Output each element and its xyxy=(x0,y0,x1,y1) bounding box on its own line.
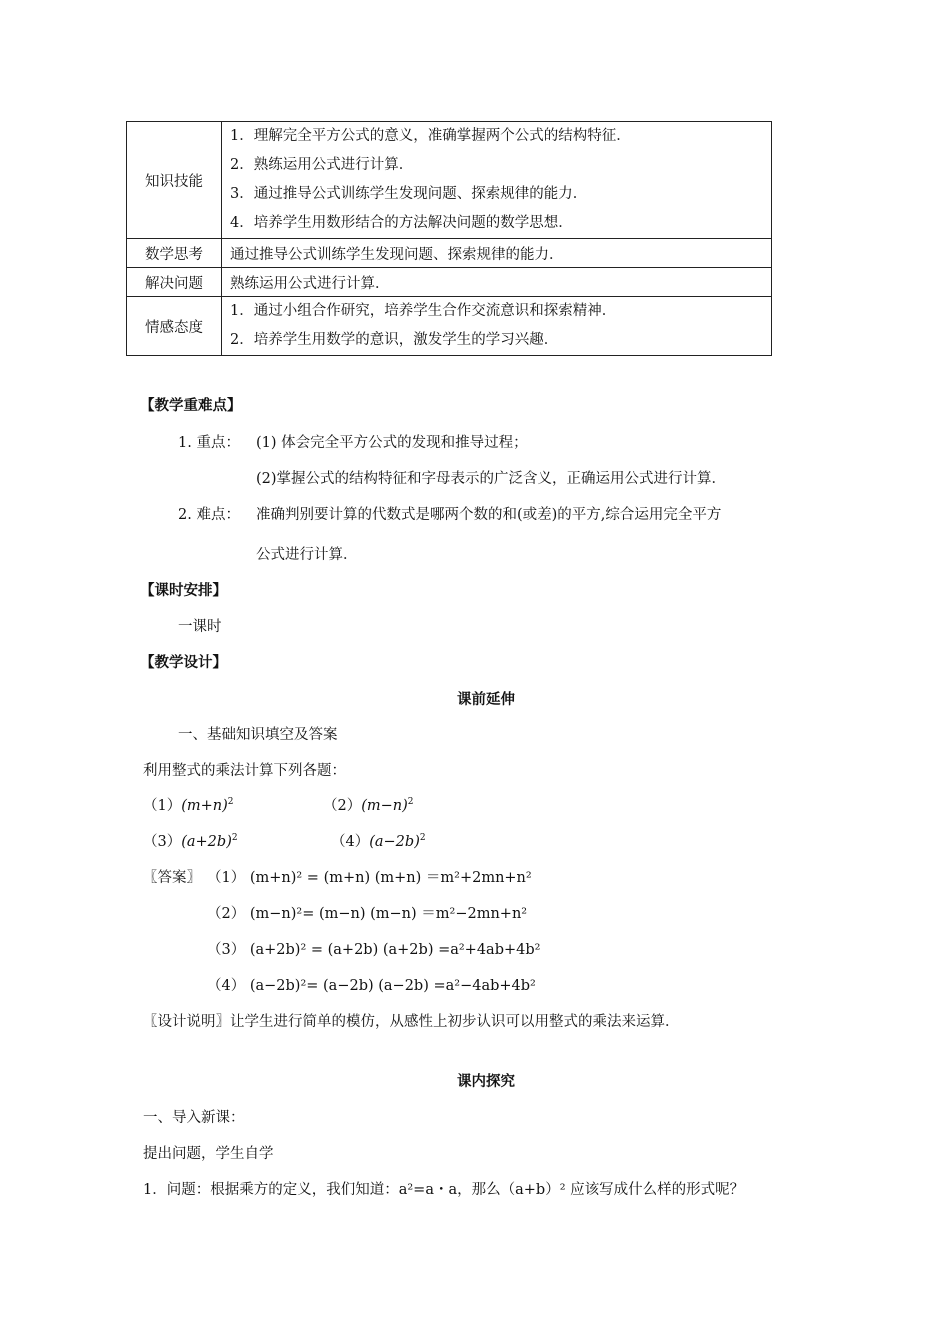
answer-1: （1） (m+n)² = (m+n) (m+n) ＝m²+2mn+n² xyxy=(207,870,532,886)
list-item: 3．通过推导公式训练学生发现问题、探索规律的能力． xyxy=(230,186,588,202)
category-cell: 解决问题 xyxy=(127,268,222,297)
point2-line-b: 公式进行计算． xyxy=(256,547,358,563)
exercise-intro: 利用整式的乘法计算下列各题： xyxy=(143,763,346,779)
self-study-text: 提出问题，学生自学 xyxy=(143,1146,274,1162)
problem-3: $(3)(a+2b)^2$ xyxy=(143,833,238,850)
problem-4: $(4)(a-2b)^2$ xyxy=(331,833,426,850)
category-cell: 情感态度 xyxy=(127,297,222,356)
problem-1: $(1)(m+n)^2$ xyxy=(143,797,234,814)
schedule-text: 一课时 xyxy=(178,619,222,635)
point1-line-a: (1) 体会完全平方公式的发现和推导过程； xyxy=(256,435,528,451)
table-row xyxy=(127,297,772,356)
section-1-heading: 一、导入新课： xyxy=(143,1110,245,1126)
table-row xyxy=(127,239,772,268)
category-cell: 数学思考 xyxy=(127,239,222,268)
design-note: 〖设计说明〗让学生进行简单的模仿，从感性上初步认识可以用整式的乘法来运算． xyxy=(143,1014,680,1030)
question-1: 1．问题：根据乘方的定义，我们知道：a²=a・a，那么（a+b）² 应该写成什么样的形式呢？ xyxy=(143,1182,745,1198)
list-item: 2．熟练运用公式进行计算． xyxy=(230,157,414,173)
design-heading: 【教学设计】 xyxy=(140,654,227,671)
basic-knowledge: 一、基础知识填空及答案 xyxy=(178,727,338,743)
list-item: 1．理解完全平方公式的意义，准确掌握两个公式的结构特征． xyxy=(230,128,631,144)
items-cell xyxy=(222,297,772,356)
answer-4: （4） (a−2b)²= (a−2b) (a−2b) =a²−4ab+4b² xyxy=(207,978,536,994)
point1-line-b: (2)掌握公式的结构特征和字母表示的广泛含义，正确运用公式进行计算． xyxy=(256,471,727,487)
list-item: 2．培养学生用数学的意识，激发学生的学习兴趣． xyxy=(230,332,559,348)
list-item: 4．培养学生用数形结合的方法解决问题的数学思想． xyxy=(230,215,573,231)
schedule-heading: 【课时安排】 xyxy=(140,582,227,599)
table-row xyxy=(127,268,772,297)
point2-line-a: 准确判别要计算的代数式是哪两个数的和(或差)的平方,综合运用完全平方 xyxy=(256,507,722,523)
answer-2: （2） (m−n)²= (m−n) (m−n) ＝m²−2mn+n² xyxy=(207,906,528,922)
answer-3: （3） (a+2b)² = (a+2b) (a+2b) =a²+4ab+4b² xyxy=(207,942,541,958)
pre-class-title: 课前延伸 xyxy=(457,691,515,708)
answers-label: 〖答案〗 xyxy=(143,870,201,886)
category-cell: 知识技能 xyxy=(127,122,222,239)
items-cell: 通过推导公式训练学生发现问题、探索规律的能力． xyxy=(222,239,772,268)
items-cell xyxy=(222,122,772,239)
items-cell: 熟练运用公式进行计算． xyxy=(222,268,772,297)
key-points-heading: 【教学重难点】 xyxy=(140,397,242,414)
in-class-title: 课内探究 xyxy=(457,1073,515,1090)
problem-2: $(2)(m-n)^2$ xyxy=(323,797,414,814)
point1-label: 1. 重点： xyxy=(178,435,240,451)
point2-label: 2. 难点： xyxy=(178,507,240,523)
objectives-table xyxy=(126,121,772,356)
list-item: 1．通过小组合作研究，培养学生合作交流意识和探索精神． xyxy=(230,303,617,319)
table-row xyxy=(127,122,772,239)
